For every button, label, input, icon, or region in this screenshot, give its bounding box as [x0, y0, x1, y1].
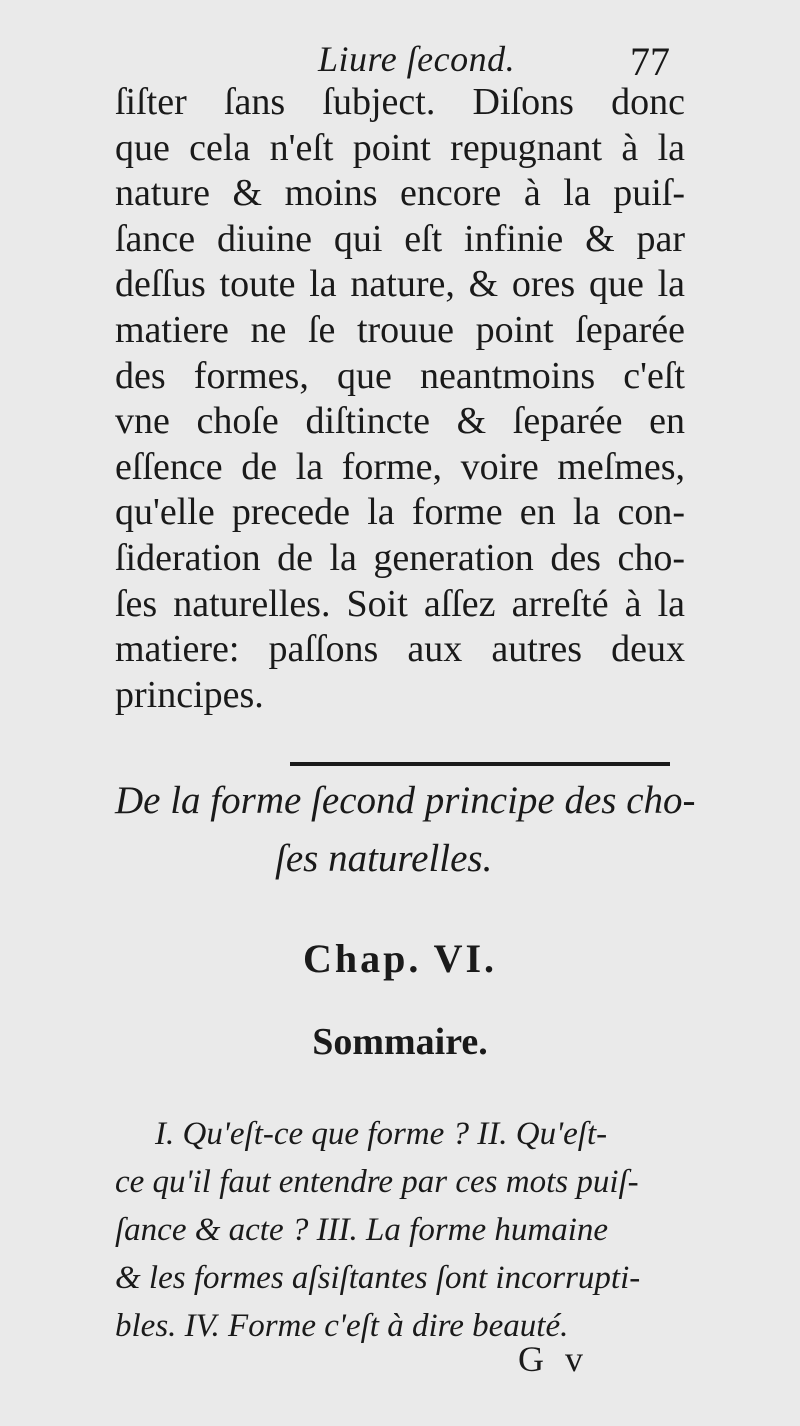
body-line: ſes naturelles. Soit aſſez arreſté à la [115, 582, 685, 625]
body-line: des formes, que neantmoins c'eſt [115, 354, 685, 397]
body-line: vne choſe diſtincte & ſeparée en [115, 400, 685, 443]
summary-text [115, 1110, 685, 1350]
summary-line: bles. IV. Forme c'eſt à dire beauté. [115, 1308, 569, 1344]
chapter-title: Chap. VI. [302, 936, 498, 981]
body-line: principes. [115, 673, 264, 716]
running-title: Liure ſecond. [318, 39, 516, 79]
summary-title: Sommaire. [312, 1021, 488, 1063]
body-line: ſideration de la generation des cho- [115, 536, 685, 579]
page-number: 77 [630, 39, 670, 84]
body-line: qu'elle precede la forme en la con- [115, 491, 685, 534]
body-line: ſance diuine qui eſt infinie & par [115, 217, 685, 260]
body-line: matiere ne ſe trouue point ſeparée [115, 308, 685, 351]
summary-line: I. Qu'eſt-ce que forme ? II. Qu'eſt- [155, 1116, 608, 1152]
summary-line: ce qu'il faut entendre par ces mots puiſ- [115, 1164, 639, 1200]
section-rule [290, 762, 670, 766]
signature-mark: G v [518, 1339, 589, 1379]
section-heading-line: ſes naturelles. [275, 837, 493, 880]
body-line: deſſus toute la nature, & ores que la [115, 263, 685, 306]
summary-line: ſance & acte ? III. La forme humaine [115, 1212, 609, 1248]
body-text [115, 80, 685, 718]
body-line: matiere: paſſons aux autres deux [115, 628, 685, 671]
summary-line: & les formes aſsiſtantes ſont incorrupti- [115, 1260, 641, 1296]
body-line: eſſence de la forme, voire meſmes, [115, 445, 685, 488]
section-heading [115, 772, 696, 888]
body-line: que cela n'eſt point repugnant à la [115, 126, 685, 169]
body-line: ſiſter ſans ſubject. Diſons donc [115, 81, 685, 123]
body-line: nature & moins encore à la puiſ- [115, 172, 685, 215]
section-heading-line: De la forme ſecond principe des cho- [115, 779, 696, 822]
